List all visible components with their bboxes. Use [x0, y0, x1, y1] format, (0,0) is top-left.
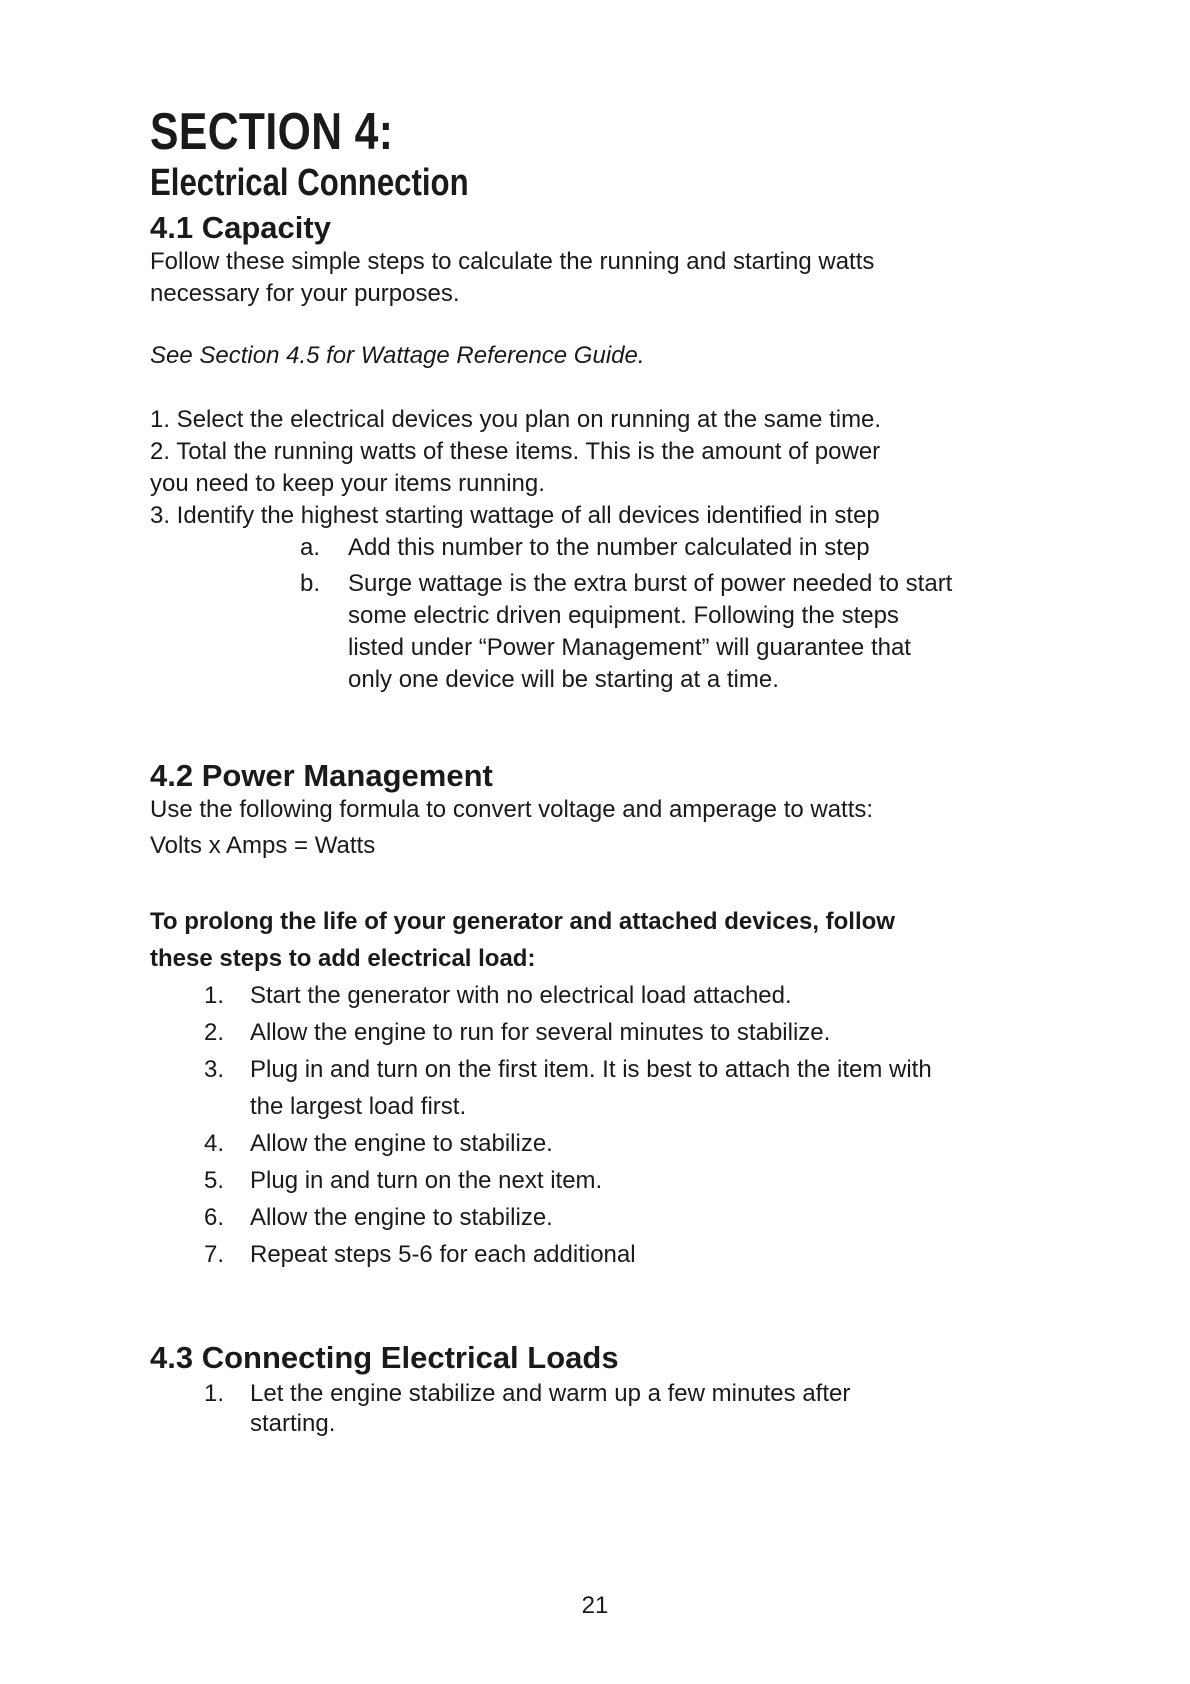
list-number: 2.	[203, 1019, 224, 1046]
power-management-intro: Use the following formula to convert voltage and amperage to watts:	[150, 796, 874, 823]
list-text: Plug in and turn on the first item. It is best to attach the item with	[250, 1056, 932, 1083]
substep-line: some electric driven equipment. Following the steps	[348, 602, 899, 629]
list-number: 1.	[203, 982, 224, 1009]
connecting-heading: 4.3 Connecting Electrical Loads	[150, 1340, 619, 1375]
list-text: the largest load first.	[250, 1093, 467, 1120]
substep-line: Surge wattage is the extra burst of power needed to start	[348, 570, 953, 597]
substep-label: b.	[300, 570, 321, 597]
substep-line: listed under “Power Management” will guarantee that	[348, 634, 911, 661]
list-number: 4.	[203, 1130, 224, 1157]
list-number: 1.	[203, 1380, 224, 1407]
list-number: 3.	[203, 1056, 224, 1083]
capacity-intro-line: necessary for your purposes.	[150, 280, 460, 307]
formula: Volts x Amps = Watts	[150, 832, 376, 859]
list-text: Allow the engine to run for several minutes to stabilize.	[250, 1019, 831, 1046]
page-number: 21	[581, 1592, 609, 1619]
warning-text	[150, 903, 895, 977]
list-text: Start the generator with no electrical load attached.	[250, 982, 792, 1009]
capacity-step: 1. Select the electrical devices you plan on running at the same time.	[150, 406, 882, 433]
capacity-steps	[150, 404, 881, 532]
reference-note: See Section 4.5 for Wattage Reference Guide.	[150, 342, 645, 369]
capacity-heading: 4.1 Capacity	[150, 210, 331, 245]
list-number: 7.	[203, 1241, 224, 1268]
list-text: Repeat steps 5-6 for each additional	[250, 1241, 636, 1268]
list-text: Allow the engine to stabilize.	[250, 1204, 553, 1231]
capacity-step: you need to keep your items running.	[150, 470, 545, 497]
capacity-step: 3. Identify the highest starting wattage of all devices identified in step	[150, 502, 880, 529]
section-title: Electrical Connection	[150, 162, 469, 204]
substep-text: Add this number to the number calculated in step	[348, 534, 870, 561]
list-text: Allow the engine to stabilize.	[250, 1130, 553, 1157]
substep-label: a.	[300, 534, 321, 561]
list-number: 5.	[203, 1167, 224, 1194]
list-text: starting.	[250, 1410, 336, 1437]
section-number: SECTION 4:	[150, 103, 394, 161]
list-text: Plug in and turn on the next item.	[250, 1167, 603, 1194]
list-text: Let the engine stabilize and warm up a few minutes after	[250, 1380, 851, 1407]
warning-line: these steps to add electrical load:	[150, 945, 536, 972]
capacity-step: 2. Total the running watts of these items. This is the amount of power	[150, 438, 881, 465]
list-number: 6.	[203, 1204, 224, 1231]
power-management-heading: 4.2 Power Management	[150, 758, 493, 793]
capacity-intro-line: Follow these simple steps to calculate the running and starting watts	[150, 248, 875, 275]
substep-text	[348, 568, 1048, 696]
warning-line: To prolong the life of your generator and attached devices, follow	[150, 908, 895, 935]
capacity-intro	[150, 246, 874, 310]
substep-line: only one device will be starting at a time.	[348, 666, 779, 693]
